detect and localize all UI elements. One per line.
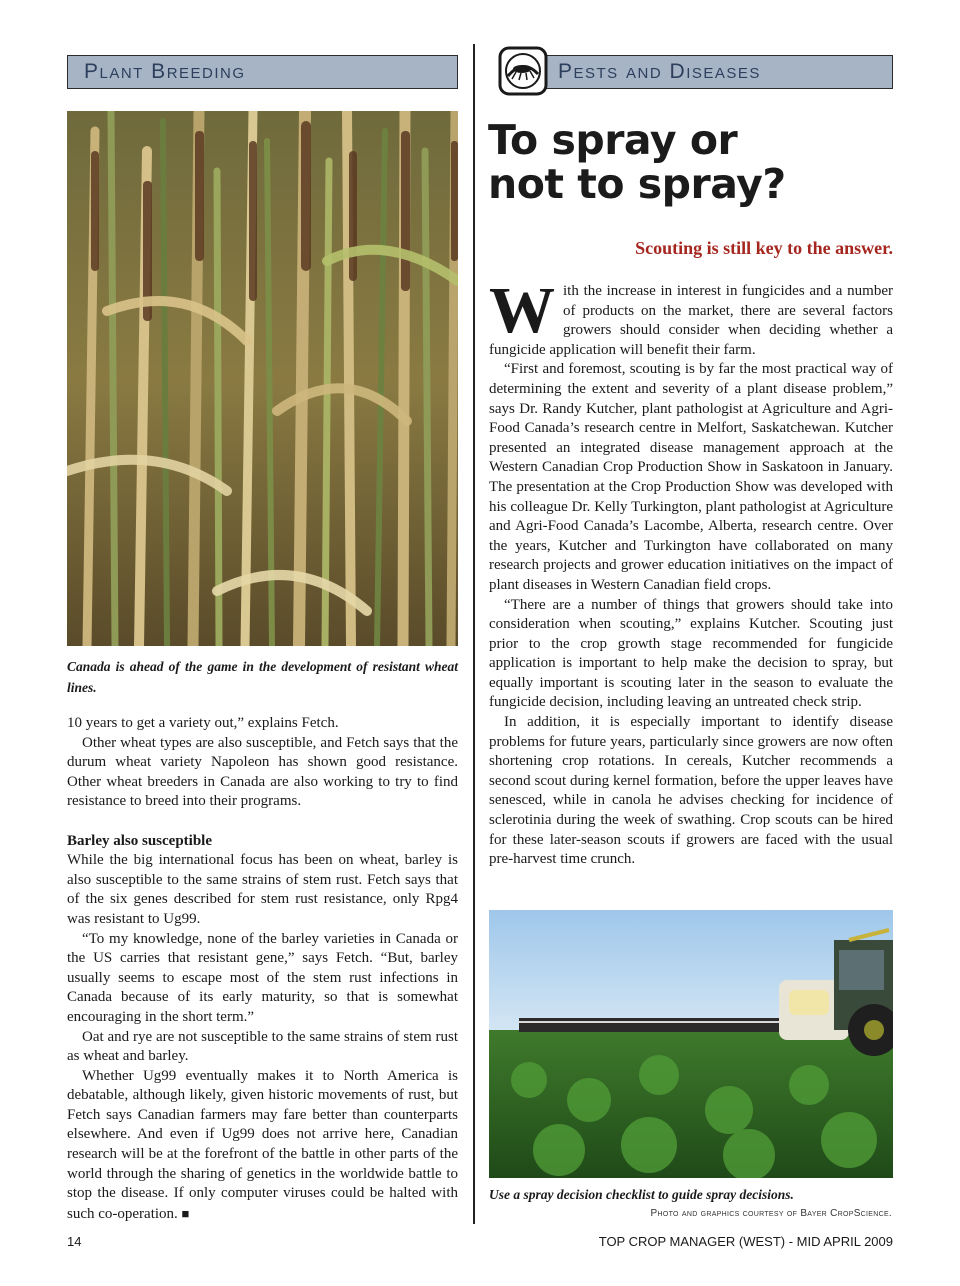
- article-title: [488, 118, 908, 206]
- subheading: Barley also susceptible: [67, 832, 212, 849]
- insect-logo-icon: [498, 46, 548, 96]
- wheat-field-photo: [67, 111, 458, 646]
- paragraph: “First and foremost, scouting is by far the most practical way of determining the extent and severity of a plant disease problem,” says Dr. Randy Kutcher, plant pathologist at Agriculture and Agri-Food Canada’s research centre in Melfort, Saskatchewan. Kutcher presented an integrated disease management approach at the Western Canadian Crop Production Show in Saskatoon in January. The presentation at the Crop Production Show was developed with his colleague Dr. Kelly Turkington, plant pathologist at Agriculture and Agri-Food Canada’s Lacombe, Alberta, research centre. Over the years, Kutcher and Turkington have collaborated on many research projects and grower education initiatives on the impact of plant diseases in Western Canadian field crops.: [489, 361, 893, 593]
- paragraph-text: Whether Ug99 eventually makes it to North America is debatable, although likely, given historic movements of rust, but Fetch says Canadian farmers may fare better than counterparts elsewhere. And even if Ug99 does not arrive here, Canadian research will be at the forefront of the battle in other parts of the world through the sharing of genetics in the worldwide battle to stop the disease. If only computer viruses could be halted with such co-operation.: [67, 1067, 458, 1222]
- column-divider: [473, 44, 475, 1224]
- photo-credit: Photo and graphics courtesy of Bayer CropScience.: [650, 1208, 892, 1219]
- publication-footer: TOP CROP MANAGER (WEST) - MID APRIL 2009: [598, 1234, 893, 1249]
- title-line: To spray or: [488, 116, 738, 164]
- page-number: 14: [67, 1234, 82, 1249]
- paragraph: Oat and rye are not susceptible to the same strains of stem rust as wheat and barley.: [67, 1028, 458, 1065]
- section-label: Pests and Diseases: [558, 60, 761, 83]
- drop-cap: W: [489, 274, 555, 347]
- paragraph: [489, 274, 893, 360]
- paragraph: “To my knowledge, none of the barley varieties in Canada or the US carries that resistant gene,” says Fetch. “But, barley usually seems to escape most of the stem rust infections in Canada because of its early maturity, so that is somewhat encouraging in the short term.”: [67, 930, 458, 1025]
- photo-caption: Use a spray decision checklist to guide spray decisions.: [489, 1187, 794, 1202]
- photo-caption: Canada is ahead of the game in the development of resistant wheat lines.: [67, 659, 458, 695]
- paragraph: Other wheat types are also susceptible, and Fetch says that the durum wheat variety Napoleon has shown good resistance. Other wheat breeders in Canada are also working to try to find resistance to breed into their programs.: [67, 734, 458, 810]
- paragraph: “There are a number of things that growers should take into consideration when scouting,” explains Kutcher. Scouting just prior to the crop growth stage recommended for fungicide application is important to help make the decision to spray, but equally important is scouting later in the season to evaluate the fungicide decision, including leaving an untreated check strip.: [489, 596, 893, 711]
- paragraph: [67, 1067, 458, 1225]
- paragraph: 10 years to get a variety out,” explains Fetch.: [67, 715, 339, 731]
- article-body: [489, 274, 893, 870]
- paragraph: While the big international focus has been on wheat, barley is also susceptible to the same strains of stem rust. Fetch says that of the six genes described for stem rust resistance, only Rpg4 was resistant to Ug99.: [67, 852, 458, 927]
- end-mark: ■: [181, 1205, 190, 1221]
- section-header-pests-diseases: [541, 55, 893, 89]
- article-deck: Scouting is still key to the answer.: [635, 238, 893, 258]
- left-column-body: [67, 714, 458, 1224]
- paragraph-text: ith the increase in interest in fungicides and a number of products on the market, there are several factors growers should consider when deciding whether a fungicide application will benefit their farm.: [489, 283, 893, 358]
- title-line: not to spray?: [488, 160, 786, 208]
- sprayer-photo: [489, 910, 893, 1178]
- section-label: Plant Breeding: [84, 60, 246, 83]
- section-header-plant-breeding: [67, 55, 458, 89]
- paragraph: In addition, it is especially important to identify disease problems for future years, particularly since growers are now often shortening crop rotations. In cereals, Kutcher recommends a second scout during kernel formation, before the upper leaves have senesced, while in canola he advises checking for incidence of sclerotinia during the week of swathing. Crop scouts can be hired for these later-season scouts if growers are faced with the usual pre-harvest time crunch.: [489, 714, 893, 868]
